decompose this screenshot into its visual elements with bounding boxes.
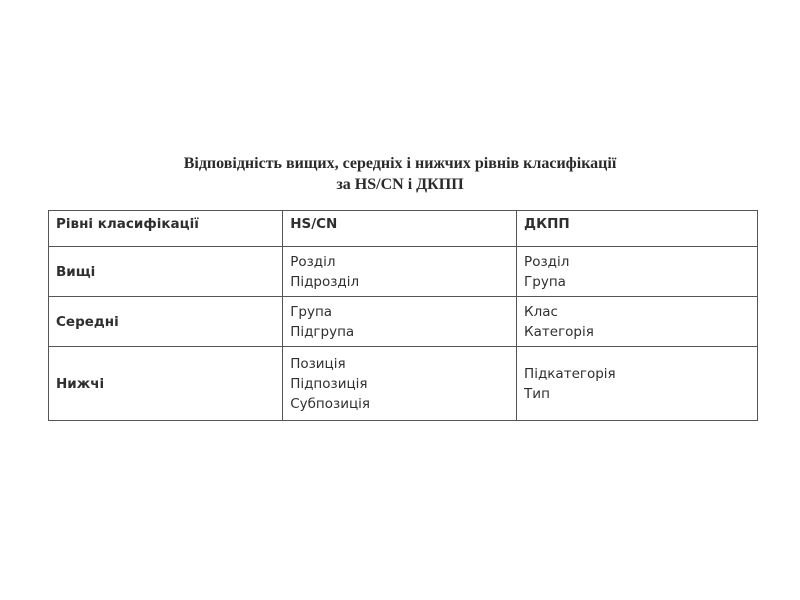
level-cell: Середні	[49, 297, 283, 347]
hs-cn-item: Підгрупа	[290, 323, 355, 340]
level-cell: Нижчі	[49, 347, 283, 421]
table-row	[49, 247, 758, 297]
hs-cn-item: Підрозділ	[290, 273, 360, 290]
dkpp-item: Розділ	[524, 253, 570, 270]
dkpp-item: Тип	[524, 385, 550, 402]
dkpp-cell	[517, 347, 758, 421]
classification-table	[48, 210, 758, 421]
dkpp-cell	[517, 297, 758, 347]
hs-cn-item: Підпозиція	[290, 375, 368, 392]
title-line-1: Відповідність вищих, середніх і нижчих рівнів класифікації	[183, 155, 617, 172]
header-hs-cn: HS/CN	[283, 211, 517, 247]
table-row	[49, 297, 758, 347]
hs-cn-item: Розділ	[290, 253, 336, 270]
hs-cn-item: Субпозиція	[290, 395, 371, 412]
dkpp-item: Клас	[524, 303, 558, 320]
hs-cn-cell	[283, 247, 517, 297]
header-levels: Рівні класифікації	[49, 211, 283, 247]
dkpp-item: Група	[524, 273, 566, 290]
hs-cn-cell	[283, 297, 517, 347]
table-header-row	[49, 211, 758, 247]
table-title	[0, 153, 800, 195]
level-cell: Вищі	[49, 247, 283, 297]
hs-cn-item: Група	[290, 303, 333, 320]
hs-cn-item: Позиція	[290, 355, 346, 372]
dkpp-item: Підкатегорія	[524, 365, 616, 382]
table-row	[49, 347, 758, 421]
hs-cn-cell	[283, 347, 517, 421]
title-line-2: за HS/CN і ДКПП	[336, 176, 464, 193]
dkpp-item: Категорія	[524, 323, 594, 340]
header-dkpp: ДКПП	[517, 211, 758, 247]
dkpp-cell	[517, 247, 758, 297]
